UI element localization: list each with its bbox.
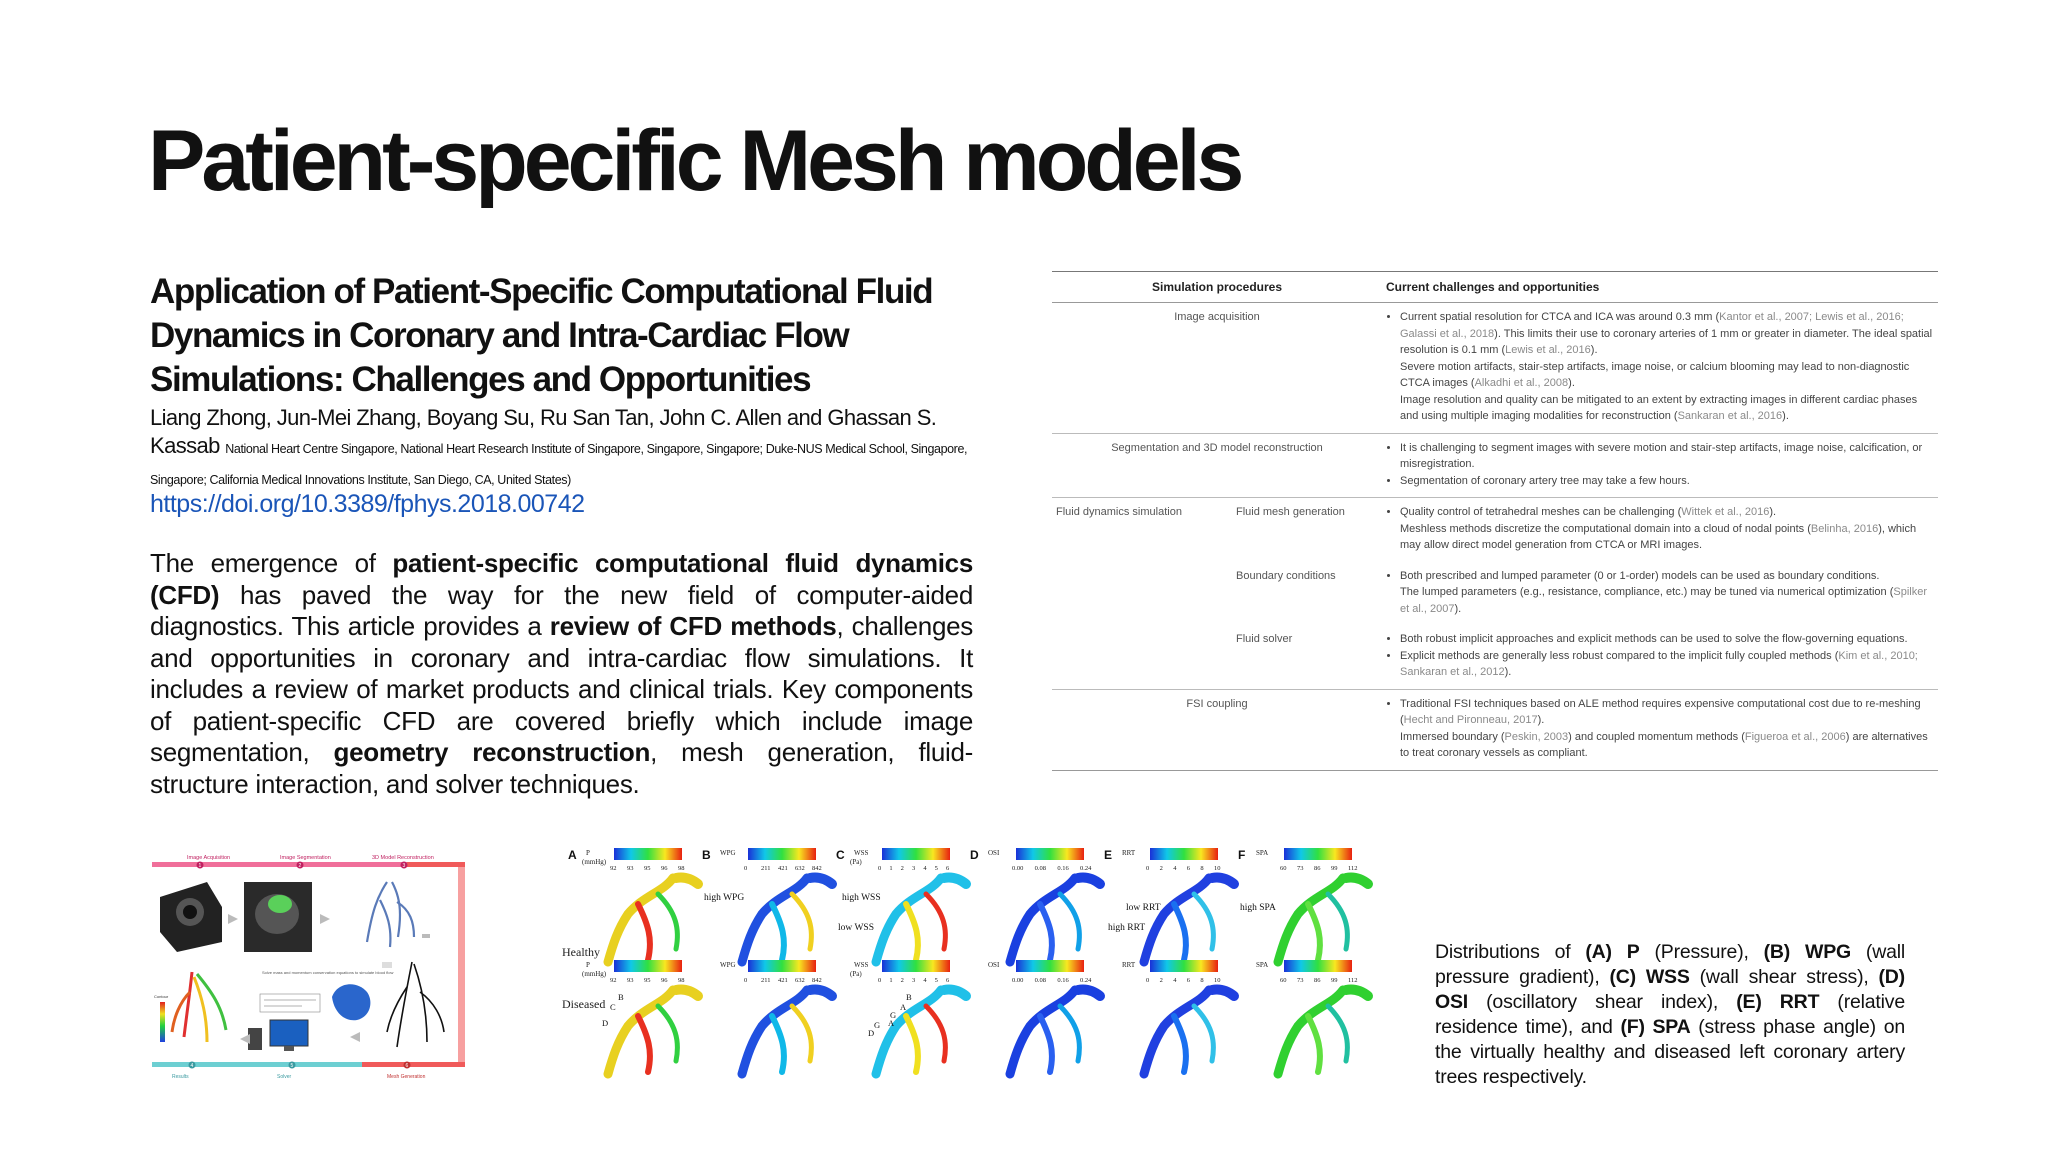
- colorbar-tick: 0.08: [1034, 977, 1047, 984]
- coronary-3d-model: [367, 882, 414, 947]
- colorbar-unit: SPA: [1256, 849, 1269, 857]
- colorbar-tick: 0: [878, 977, 882, 984]
- abstract-bold: review of CFD methods: [549, 611, 837, 641]
- colorbar: [748, 960, 816, 972]
- artery-branch: [944, 877, 966, 884]
- proc-image-acquisition: Image acquisition: [1174, 311, 1260, 323]
- proc-fluid-solver: Fluid solver: [1236, 633, 1293, 645]
- colorbar-tick: 86: [1314, 865, 1321, 872]
- colorbar-tick: 4: [1173, 977, 1177, 984]
- challenges-table: [1052, 271, 1938, 771]
- abstract-text: , challenges and opportunities in coronary and intra-cardiac flow simulations. It includes a review of market products and clinical trials. Key components of patient-specific CFD are covered briefly which include image segmentation,: [150, 611, 973, 767]
- colorbar-unit: SPA: [1256, 961, 1269, 969]
- artery-branch: [1278, 990, 1343, 1074]
- step-label-2: Image Segmentation: [280, 855, 331, 861]
- colorbar-tick: 98: [678, 977, 685, 984]
- panel-letter: E: [1104, 848, 1113, 862]
- artery-branch: [1174, 904, 1186, 960]
- colorbar-tick: 2: [1159, 977, 1163, 984]
- colorbar-unit: WPG: [720, 961, 736, 969]
- colorbar-unit: RRT: [1122, 961, 1136, 969]
- header-procedures: Simulation procedures: [1052, 272, 1382, 303]
- colorbar-tick: 96: [661, 865, 668, 872]
- location-marker: A: [900, 1002, 907, 1012]
- arrow-icon: [320, 914, 330, 924]
- figure-annotation: high WPG: [704, 893, 745, 903]
- artery-branch: [1060, 1006, 1079, 1061]
- row-label-healthy: Healthy: [562, 945, 600, 959]
- table-row: [1052, 498, 1938, 562]
- hemodynamics-figure: [558, 840, 1390, 1080]
- colorbar-tick: 8: [1200, 977, 1204, 984]
- step-label-1: Image Acquisition: [187, 855, 231, 861]
- figure-annotation: low WSS: [838, 923, 874, 933]
- artery-branch: [1212, 877, 1234, 884]
- doi-link[interactable]: https://doi.org/10.3389/fphys.2018.00742: [150, 490, 585, 518]
- colorbar-tick: 73: [1297, 977, 1304, 984]
- artery-branch: [1328, 1006, 1347, 1061]
- proc-fsi-coupling: FSI coupling: [1052, 689, 1382, 770]
- table-row: [1052, 689, 1938, 770]
- artery-branch: [792, 894, 811, 949]
- artery-branch: [1040, 904, 1052, 960]
- proc-fluid-dynamics: Fluid dynamics simulation: [1052, 498, 1232, 690]
- location-marker: B: [906, 992, 912, 1002]
- colorbar-tick: 0: [1146, 977, 1150, 984]
- artery-branch: [792, 1006, 811, 1061]
- artery-branch: [1308, 904, 1320, 960]
- step-label-6: Mesh Generation: [387, 1074, 426, 1080]
- artery-branch: [772, 904, 784, 960]
- artery-branch: [810, 877, 832, 884]
- colorbar: [1284, 960, 1352, 972]
- panel-letter: D: [970, 848, 979, 862]
- step-label-3: 3D Model Reconstruction: [372, 855, 434, 861]
- colorbar: [748, 848, 816, 860]
- artery-branch: [658, 1006, 677, 1061]
- artery-branch: [772, 1016, 784, 1072]
- artery-branch: [1078, 989, 1100, 996]
- step-label-4: Results: [172, 1074, 189, 1080]
- challenge-cell: • Current spatial resolution for CTCA and ICA was around 0.3 mm (Kantor et al., 2007; Lewis et al., 2016; Galassi et al., 2018). This limits their use to coronary arteries of 1 mm or greater in diameter. The ideal spatial resolution is 0.1 mm (Lewis et al., 2016). Severe motion artifacts, stair-step artifacts, image noise, or calcium blooming may lead to non-diagnostic CTCA images (Alkadhi et al., 2008). Image resolution and quality can be mitigated to an extent by extracting images in different cardiac phases and using multiple imaging modalities for reconstruction (Sankaran et al., 2016).: [1382, 303, 1938, 434]
- colorbar-unit: OSI: [988, 961, 1000, 969]
- colorbar-tick: 98: [678, 865, 685, 872]
- step-number: 2: [298, 863, 302, 869]
- colorbar-tick: 0.16: [1057, 977, 1069, 984]
- colorbar-unit: P: [586, 961, 590, 969]
- step-number: 1: [198, 863, 202, 869]
- artery-branch: [926, 894, 945, 949]
- abstract-bold: patient-specific computational fluid dynamics (CFD): [150, 548, 973, 610]
- location-marker: G: [874, 1020, 881, 1030]
- arrow-icon: [350, 1032, 360, 1042]
- colorbar-tick: 112: [1348, 865, 1358, 872]
- colorbar-tick: 0: [744, 865, 748, 872]
- colorbar-unit-sub: (Pa): [850, 970, 862, 978]
- artery-branch: [742, 878, 807, 962]
- colorbar-unit: OSI: [988, 849, 1000, 857]
- colorbar-tick: 95: [644, 865, 651, 872]
- figure-annotation: high SPA: [1240, 903, 1276, 913]
- panel-letter: A: [568, 848, 577, 862]
- artery-branch: [1078, 877, 1100, 884]
- segmentation-image: [244, 882, 312, 952]
- author-affiliations: National Heart Centre Singapore, National Heart Research Institute of Singapore, Singapore, Singapore; Duke-NUS Medical School, Singapore, Singapore; California Medical Innovations Institute, San Diego, CA, United States: [150, 442, 968, 487]
- colorbar-tick: 6: [1186, 865, 1191, 872]
- panel-letter: F: [1238, 848, 1246, 862]
- artery-branch: [926, 1006, 945, 1061]
- artery-branch: [944, 989, 966, 996]
- artery-branch: [810, 989, 832, 996]
- colorbar-label: Contour: [154, 994, 169, 999]
- colorbar-tick: 96: [661, 977, 668, 984]
- colorbar-tick: 6: [1186, 977, 1191, 984]
- solver-text: Solve mass and momentum conservation equations to simulate blood flow: [262, 970, 394, 975]
- colorbar-tick: 4: [923, 865, 927, 872]
- abstract-text: The emergence of: [150, 548, 393, 578]
- header-challenges: Current challenges and opportunities: [1382, 272, 1938, 303]
- artery-branch: [676, 989, 698, 996]
- colorbar: [1016, 848, 1084, 860]
- colorbar: [1016, 960, 1084, 972]
- colorbar-tick: 2: [1159, 865, 1163, 872]
- abstract-text: has paved the way for the new field of computer-aided diagnostics. This article provides a: [150, 579, 973, 641]
- author-list: Liang Zhong, Jun-Mei Zhang, Boyang Su, Ru San Tan, John C. Allen and Ghassan S. Kassab: [150, 405, 937, 458]
- colorbar-tick: 0.16: [1057, 865, 1069, 872]
- location-marker: A: [888, 1018, 895, 1028]
- panel-letter: C: [836, 848, 845, 862]
- figure-annotation: high RRT: [1108, 923, 1146, 933]
- colorbar-tick: 99: [1331, 865, 1338, 872]
- abstract-text: , mesh generation, fluid-structure interaction, and solver techniques.: [150, 737, 973, 799]
- colorbar-tick: 632: [795, 865, 805, 872]
- colorbar-tick: 92: [610, 865, 617, 872]
- colorbar-tick: 842: [812, 865, 822, 872]
- colorbar-tick: 421: [778, 865, 788, 872]
- colorbar-tick: 93: [627, 977, 634, 984]
- challenge-cell: • Both prescribed and lumped parameter (0 or 1-order) models can be used as boundary conditions. The lumped parameters (e.g., resistance, compliance, etc.) may be tuned via numerical optimization (Spilker et al., 2007).: [1382, 562, 1938, 626]
- colorbar: [614, 960, 682, 972]
- colorbar: [882, 848, 950, 860]
- colorbar-unit-sub: (Pa): [850, 858, 862, 866]
- colorbar-tick: 0.24: [1080, 977, 1092, 984]
- colorbar-tick: 2: [900, 977, 904, 984]
- colorbar-tick: 10: [1214, 977, 1221, 984]
- artery-branch: [1144, 878, 1209, 962]
- colorbar: [1284, 848, 1352, 860]
- colorbar: [614, 848, 682, 860]
- colorbar-tick: 86: [1314, 977, 1321, 984]
- artery-branch: [608, 990, 673, 1074]
- challenge-cell: • It is challenging to segment images with severe motion and stair-step artifacts, image noise, calcification, or misregistration. • Segmentation of coronary artery tree may take a few hours.: [1382, 433, 1938, 498]
- abstract-paragraph: [150, 548, 973, 800]
- workflow-right-band: [458, 867, 465, 1067]
- results-colored-tree: [172, 972, 226, 1042]
- workflow-bottom-band: [152, 1062, 362, 1067]
- colorbar-tick: 0: [878, 865, 882, 872]
- paper-title: Application of Patient-Specific Computational Fluid Dynamics in Coronary and Intra-Cardiac Flow Simulations: Challenges and Opportunities: [150, 272, 933, 399]
- arrow-icon: [228, 914, 238, 924]
- colorbar-unit: RRT: [1122, 849, 1136, 857]
- slide-title: Patient-specific Mesh models: [148, 113, 1241, 209]
- ct-scanner-image: [160, 882, 222, 952]
- colorbar-tick: 0: [1146, 865, 1150, 872]
- colorbar-tick: 60: [1280, 865, 1287, 872]
- table-row: [1052, 433, 1938, 498]
- artery-branch: [1174, 1016, 1186, 1072]
- colorbar-unit: WSS: [854, 961, 869, 969]
- colorbar: [1150, 848, 1218, 860]
- artery-branch: [676, 877, 698, 884]
- step-label-5: Solver: [277, 1074, 292, 1080]
- proc-segmentation: Segmentation and 3D model reconstruction: [1052, 433, 1382, 498]
- affil-close: ): [567, 473, 571, 487]
- table-row: [1052, 303, 1938, 434]
- artery-branch: [1346, 989, 1368, 996]
- panel-letter: B: [702, 848, 711, 862]
- artery-branch: [906, 904, 918, 960]
- figure-annotation: high WSS: [842, 893, 881, 903]
- location-marker: C: [610, 1002, 616, 1012]
- colorbar-tick: 10: [1214, 865, 1221, 872]
- colorbar: [882, 960, 950, 972]
- workflow-top-band-end: [407, 862, 465, 867]
- colorbar-tick: 6: [946, 865, 950, 872]
- artery-branch: [1144, 990, 1209, 1074]
- artery-branch: [1308, 1016, 1320, 1072]
- colorbar-tick: 0.08: [1034, 865, 1047, 872]
- artery-branch: [1010, 878, 1075, 962]
- colorbar-unit: P: [586, 849, 590, 857]
- challenge-cell: • Both robust implicit approaches and explicit methods can be used to solve the flow-governing equations. • Explicit methods are generally less robust compared to the implicit fully coupled methods (Kim et al., 2010; Sankaran et al., 2012).: [1382, 625, 1938, 689]
- location-marker: D: [602, 1018, 609, 1028]
- arrow-icon: [240, 1034, 250, 1044]
- colorbar-tick: 632: [795, 977, 805, 984]
- artery-branch: [1194, 894, 1213, 949]
- artery-branch: [638, 904, 650, 960]
- solver-panel: [248, 970, 394, 1051]
- colorbar-unit: WSS: [854, 849, 869, 857]
- colorbar-tick: 0.24: [1080, 865, 1092, 872]
- workflow-top-band: [152, 862, 407, 867]
- artery-branch: [876, 878, 941, 962]
- artery-branch: [1010, 990, 1075, 1074]
- colorbar: [1150, 960, 1218, 972]
- colorbar-tick: 99: [1331, 977, 1338, 984]
- colorbar-unit-sub: (mmHg): [582, 970, 607, 978]
- colorbar-tick: 60: [1280, 977, 1287, 984]
- colorbar-tick: 0.00: [1012, 977, 1024, 984]
- location-marker: B: [618, 992, 624, 1002]
- colorbar-tick: 3: [912, 865, 916, 872]
- artery-branch: [608, 878, 673, 962]
- colorbar-tick: 211: [761, 977, 771, 984]
- colorbar-unit-sub: (mmHg): [582, 858, 607, 866]
- colorbar-tick: 2: [900, 865, 904, 872]
- colorbar-tick: 4: [1173, 865, 1177, 872]
- colorbar-unit: WPG: [720, 849, 736, 857]
- proc-boundary-conditions: Boundary conditions: [1236, 569, 1336, 582]
- abstract-bold: geometry reconstruction: [333, 737, 651, 767]
- challenge-cell: • Quality control of tetrahedral meshes can be challenging (Wittek et al., 2016). Meshless methods discretize the computational domain into a cloud of nodal points (Belinha, 2016), which may allow direct model generation from CTCA or MRI images.: [1382, 498, 1938, 562]
- colorbar-tick: 211: [761, 865, 771, 872]
- colorbar-tick: 112: [1348, 977, 1358, 984]
- colorbar-tick: 3: [912, 977, 916, 984]
- colorbar-tick: 1: [889, 865, 893, 872]
- table-header-row: [1052, 272, 1938, 303]
- colorbar-tick: 73: [1297, 865, 1304, 872]
- location-marker: D: [868, 1028, 875, 1038]
- artery-branch: [638, 1016, 650, 1072]
- colorbar-tick: 93: [627, 865, 634, 872]
- colorbar-tick: 0: [744, 977, 748, 984]
- colorbar-tick: 1: [889, 977, 893, 984]
- artery-branch: [1040, 1016, 1052, 1072]
- artery-branch: [1194, 1006, 1213, 1061]
- artery-branch: [742, 990, 807, 1074]
- cfd-workflow-figure: [152, 852, 470, 1082]
- artery-branch: [1060, 894, 1079, 949]
- workflow-bottom-band-end: [362, 1062, 465, 1067]
- colorbar-tick: 8: [1200, 865, 1204, 872]
- artery-branch: [906, 1016, 918, 1072]
- results-colorbar: [160, 1002, 165, 1042]
- artery-branch: [876, 990, 941, 1074]
- colorbar-tick: 421: [778, 977, 788, 984]
- proc-mesh-generation: Fluid mesh generation: [1232, 498, 1382, 562]
- step-number: 5: [290, 1063, 294, 1069]
- colorbar-tick: 5: [934, 977, 938, 984]
- colorbar-tick: 4: [923, 977, 927, 984]
- challenge-cell: • Traditional FSI techniques based on ALE method requires expensive computational cost due to re-meshing (Hecht and Pironneau, 2017). Immersed boundary (Peskin, 2003) and coupled momentum methods (Figueroa et al., 2006) are alternatives to treat coronary vessels as compliant.: [1382, 689, 1938, 770]
- artery-branch: [1278, 878, 1343, 962]
- artery-branch: [1346, 877, 1368, 884]
- colorbar-tick: 95: [644, 977, 651, 984]
- figure-caption: Distributions of (A) P (Pressure), (B) WPG (wall pressure gradient), (C) WSS (wall shear stress), (D) OSI (oscillatory shear index), (E) RRT (relative residence time), and (F) SPA (stress phase angle) on the virtually healthy and diseased left coronary artery trees respectively.: [1435, 941, 1905, 1088]
- artery-branch: [658, 894, 677, 949]
- artery-branch: [1328, 894, 1347, 949]
- row-label-diseased: Diseased: [562, 997, 606, 1011]
- colorbar-tick: 0.00: [1012, 865, 1024, 872]
- location-marker: G: [890, 1010, 897, 1020]
- colorbar-tick: 92: [610, 977, 617, 984]
- step-number: 4: [190, 1063, 194, 1069]
- paper-authors: [150, 404, 980, 494]
- colorbar-tick: 6: [946, 977, 950, 984]
- figure-annotation: low RRT: [1126, 903, 1161, 913]
- artery-branch: [1212, 989, 1234, 996]
- colorbar-tick: 5: [934, 865, 938, 872]
- colorbar-tick: 842: [812, 977, 822, 984]
- step-number: 3: [402, 863, 406, 869]
- step-number: 6: [405, 1063, 409, 1069]
